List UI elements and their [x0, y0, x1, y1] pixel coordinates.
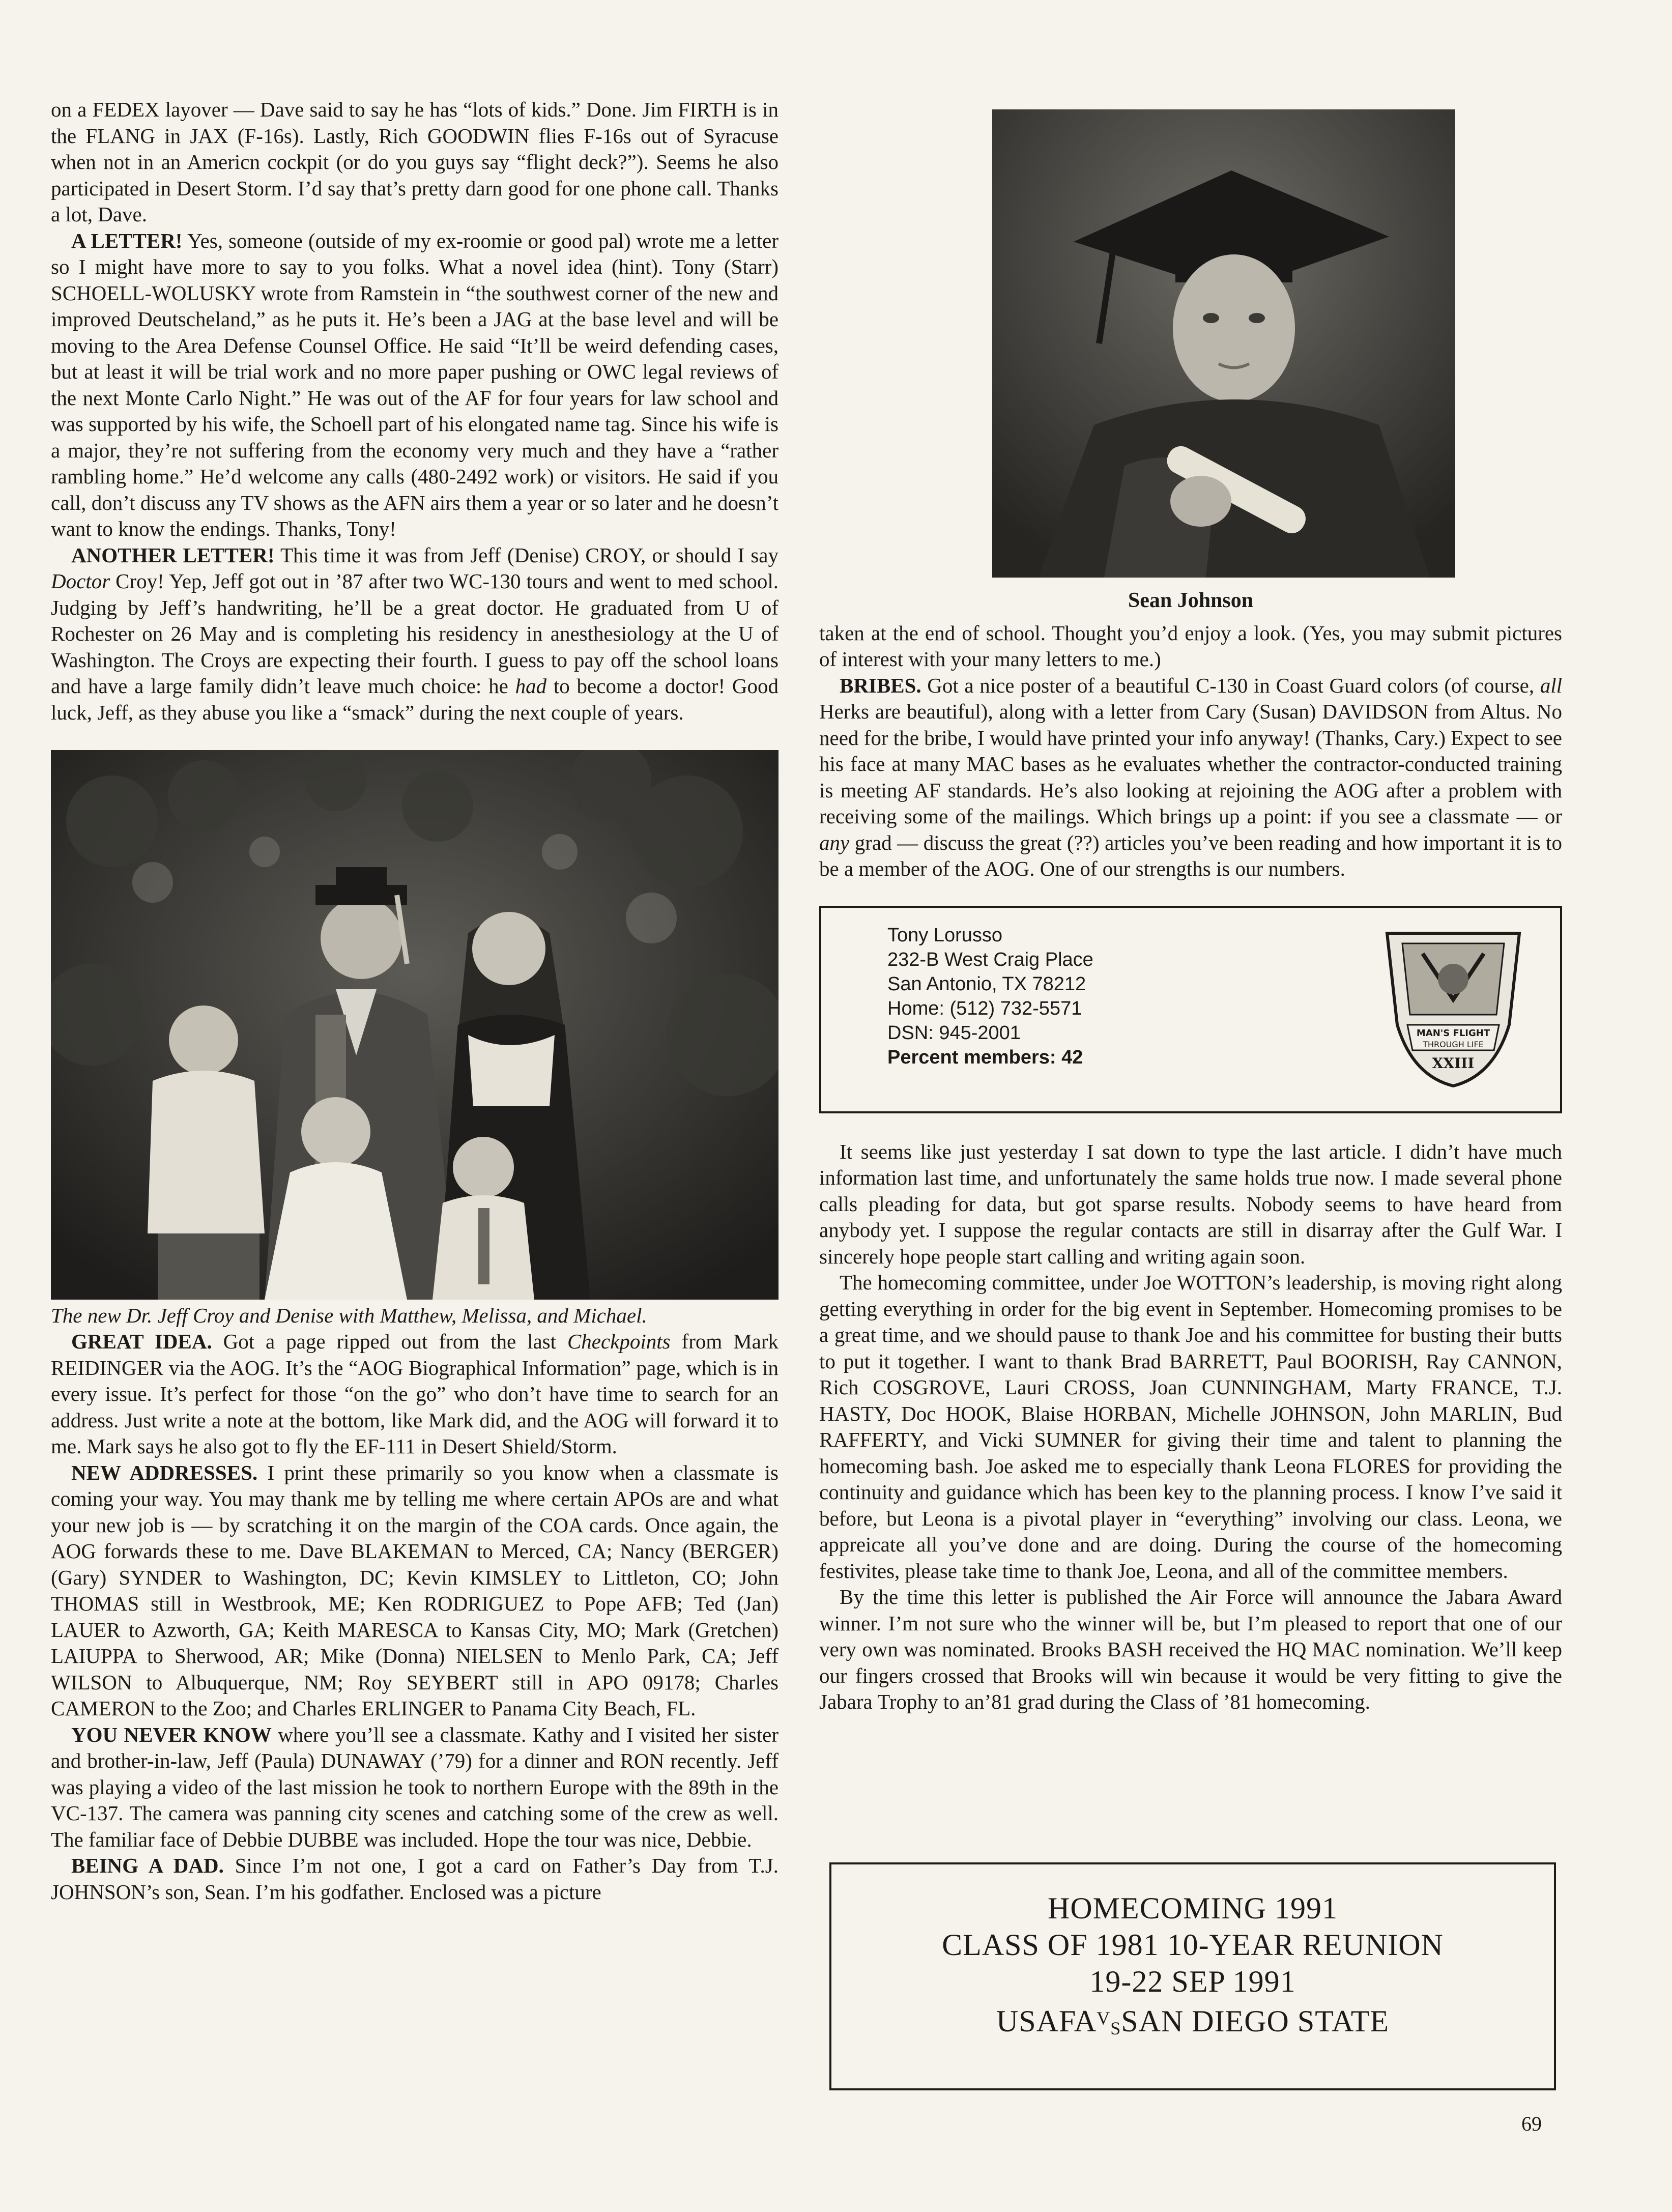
contact-box — [819, 906, 1562, 1113]
contact-city: San Antonio, TX 78212 — [887, 973, 1086, 995]
text-great-idea-a: Got a page ripped out from the last — [212, 1330, 567, 1353]
lead-new-addresses: NEW ADDRESSES. — [71, 1460, 258, 1484]
homecoming-announcement-box — [829, 1862, 1556, 2090]
text-bribes-em: all — [1540, 673, 1562, 697]
homecoming-vs-v: V — [1097, 2008, 1111, 2028]
crest-motto-2: THROUGH LIFE — [1423, 1039, 1484, 1049]
lead-bribes: BRIBES. — [840, 673, 921, 697]
homecoming-usafa: USAFA — [996, 2004, 1097, 2038]
paragraph-bribes — [819, 673, 1562, 882]
text-bribes-em2: any — [819, 830, 850, 854]
right-column — [819, 109, 1562, 1715]
paragraph-fedex: on a FEDEX layover — Dave said to say he has “lots of kids.” Done. Jim FIRTH is in the FLANG in JAX (F-16s). Lastly, Rich GOODWIN flies F-16s out of Syracuse when not in an Americn cockpit (or do you guys say “flight deck?”). Seems he also participated in Desert Storm. I’d say that’s pretty darn good for one phone call. Thanks a lot, Dave. — [51, 98, 779, 226]
crest-motto-1: MAN'S FLIGHT — [1416, 1027, 1490, 1039]
paragraph-new-addresses — [51, 1460, 779, 1722]
paragraph-you-never-know — [51, 1722, 779, 1853]
crest-numeral: XXIII — [1432, 1054, 1475, 1072]
text-you-never-know: where you’ll see a classmate. Kathy and I visited her sister and brother-in-law, Jeff (Paula) DUNAWAY (’79) for a dinner and RON recently. Jeff was playing a video of the last mission he took to northern Europe with the 89th in the VC-137. The camera was panning city scenes and catching some of the crew as well. The familiar face of Debbie DUBBE was included. Hope the tour was nice, Debbie. — [51, 1722, 779, 1851]
text-new-addresses: I print these primarily so you know when a classmate is coming your way. You may thank me by telling me where certain APOs are and what your new job is — by scratching it on the margin of the COA cards. Once again, the AOG forwards these to me. Dave BLAKEMAN to Merced, CA; Nancy (BERGER) (Gary) SYNDER to Washington, DC; Kevin KIMSLEY to Littleton, CO; John THOMAS still in Westbrook, ME; Ken RODRIGUEZ to Pope AFB; Ted (Jan) LAUER to Azworth, GA; Keith MARESCA to Kansas City, MO; Mark (Gretchen) LAIUPPA to Sherwood, AR; Mike (Donna) NIELSEN to Menlo Park, CA; Jeff WILSON to Albuquerque, NM; Roy SEYBERT still in APO 09178; Charles CAMERON to the Zoo; and Charles ERLINGER to Panama City Beach, FL. — [51, 1460, 779, 1720]
contact-street: 232-B West Craig Place — [887, 949, 1093, 970]
paragraph-homecoming-committee: The homecoming committee, under Joe WOTTON’s leadership, is moving right along getting everything in order for the big event in September. Homecoming promises to be a great time, and we should pause to thank Joe and his committee for busting their butts to put it together. I want to thank Brad BARRETT, Paul BOORISH, Ray CANNON, Rich COSGROVE, Lauri CROSS, Joan CUNNINGHAM, Marty FRANCE, T.J. HASTY, Doc HOOK, Blaise HORBAN, Michelle JOHNSON, John MARLIN, Bud RAFFERTY, and Vicki SUMNER for giving their time and talent to planning the homecoming bash. Joe asked me to especially thank Leona FLORES for providing the continuity and guidance which has been key to the planning process. I know I’ve said it before, but Leona is a pivotal player in “everything” involving our class. Leona, we appreicate all you’ve done and are doing. During the course of the homecoming festivites, please take time to thank Joe, Leona, and all of the committee members. — [819, 1271, 1562, 1583]
lead-another-letter: ANOTHER LETTER! — [71, 543, 275, 567]
lead-you-never-know: YOU NEVER KNOW — [71, 1722, 272, 1746]
homecoming-line-1: HOMECOMING 1991 — [1048, 1891, 1338, 1925]
paragraph-a-letter — [51, 228, 779, 542]
paragraph-another-letter — [51, 542, 779, 726]
homecoming-line-2: CLASS OF 1981 10-YEAR REUNION — [942, 1928, 1444, 1962]
sean-johnson-photo — [992, 109, 1455, 578]
homecoming-vs-s: S — [1110, 2018, 1121, 2038]
paragraph-jabara-award: By the time this letter is published the Air Force will announce the Jabara Award winner. I’m not sure who the winner will be, but I’m pleased to report that one of our very own was nominated. Brooks BASH received the HQ MAC nomination. We’ll keep our fingers crossed that Brooks will win because it would be very fitting to give the Jabara Trophy to an’81 grad during the Class of ’81 homecoming. — [819, 1585, 1562, 1713]
text-bribes-c: grad — discuss the great (??) articles you’ve been reading and how important it is to be a member of the AOG. One of our strengths is our numbers. — [819, 830, 1562, 880]
paragraph-being-a-dad — [51, 1853, 779, 1905]
paragraph-taken-end-school: taken at the end of school. Thought you’d enjoy a look. (Yes, you may submit pictures of interest with your many letters to me.) — [819, 621, 1562, 671]
homecoming-line-3: 19-22 SEP 1991 — [1089, 1965, 1296, 1998]
text-another-letter-b: Croy! Yep, Jeff got out in ’87 after two WC-130 tours and went to med school. Judging by Jeff’s handwriting, he’ll be a great doctor. He graduated from U of Rochester on 26 May and is completing his residency in anesthesiology at the U of Washington. The Croys are expecting their fourth. I guess to pay off the school loans and have a large family didn’t leave much choice: he — [51, 569, 779, 698]
text-another-letter-em2: had — [515, 674, 547, 698]
contact-home-phone: Home: (512) 732-5571 — [887, 997, 1082, 1019]
text-being-a-dad: Since I’m not one, I got a card on Father’s Day from T.J. JOHNSON’s son, Sean. I’m his godfather. Enclosed was a picture — [51, 1854, 779, 1904]
text-another-letter-em: Doctor — [51, 569, 110, 593]
paragraph-great-idea — [51, 1329, 779, 1460]
contact-percent-members: Percent members: 42 — [887, 1046, 1083, 1068]
croy-family-photo-art — [51, 750, 779, 1300]
contact-name: Tony Lorusso — [887, 924, 1003, 946]
text-a-letter: Yes, someone (outside of my ex-roomie or good pal) wrote me a letter so I might have more to say to you folks. What a novel idea (hint). Tony (Starr) SCHOELL-WOLUSKY wrote from Ramstein in “the southwest corner of the new and improved Deutscheland,” as he puts it. He’s been a JAG at the base level and will be moving to the Area Defense Counsel Office. He said “It’ll be weird defending cases, but at least it will be trial work and no more paper pushing or OWC legal reviews of the next Monte Carlo Night.” He was out of the AF for four years for law school and was supported by his wife, the Schoell part of his elongated name tag. Since his wife is a major, they’re not suffering from the economy very much and they have a “rather rambling home.” He’d welcome any calls (480-2492 work) or visitors. He said if you call, don’t discuss any TV shows as the AFN airs them a year or so later and he doesn’t want to know the endings. Thanks, Tony! — [51, 228, 779, 540]
class-crest-icon — [1377, 923, 1530, 1091]
sean-photo-caption: Sean Johnson — [1128, 589, 1254, 612]
paragraph-just-yesterday: It seems like just yesterday I sat down to type the last article. I didn’t have much information last time, and unfortunately the same holds true now. I made several phone calls pleading for data, but got sparse results. Nobody seems to have heard from anybody yet. I suppose the regular contacts are still in disarray after the Gulf War. I sincerely hope people start calling and writing again soon. — [819, 1139, 1562, 1268]
text-another-letter-a: This time it was from Jeff (Denise) CROY, or should I say — [274, 543, 779, 567]
text-great-idea-b: from Mark REIDINGER via the AOG. It’s the “AOG Biographical Information” page, which is in every issue. It’s perfect for those “on the go” who don’t have time to search for an address. Just write a note at the bottom, like Mark did, and the AOG will forward it to me. Mark says he also got to fly the EF-111 in Desert Shield/Storm. — [51, 1330, 779, 1458]
croy-photo-caption: The new Dr. Jeff Croy and Denise with Matthew, Melissa, and Michael. — [51, 1304, 647, 1327]
contact-lines — [887, 923, 1093, 1070]
homecoming-opponent: SAN DIEGO STATE — [1121, 2004, 1390, 2038]
page-number: 69 — [1521, 2112, 1542, 2135]
text-bribes-b: Herks are beautiful), along with a letter from Cary (Susan) DAVIDSON from Altus. No need for the bribe, I would have printed your info anyway! (Thanks, Cary.) Expect to see his face at many MAC bases as he evaluates whether the contractor-conducted training is meeting AF standards. He’s also looking at rejoining the AOG after a problem with receiving some of the mailings. Which brings up a point: if you see a classmate — or — [819, 700, 1562, 828]
text-bribes-a: Got a nice poster of a beautiful C-130 in Coast Guard colors (of course, — [921, 673, 1540, 697]
lead-being-a-dad: BEING A DAD. — [71, 1854, 224, 1877]
text-another-letter-c: to become a doctor! Good luck, Jeff, as they abuse you like a “smack” during the next couple of years. — [51, 674, 779, 724]
homecoming-line-4 — [831, 2000, 1554, 2047]
lead-a-letter: A LETTER! — [71, 228, 183, 252]
croy-family-photo — [51, 750, 779, 1300]
text-great-idea-em: Checkpoints — [567, 1330, 671, 1353]
contact-dsn: DSN: 945-2001 — [887, 1022, 1021, 1044]
left-column — [51, 97, 779, 1905]
sean-johnson-photo-art — [992, 109, 1455, 578]
lead-great-idea: GREAT IDEA. — [71, 1330, 212, 1353]
